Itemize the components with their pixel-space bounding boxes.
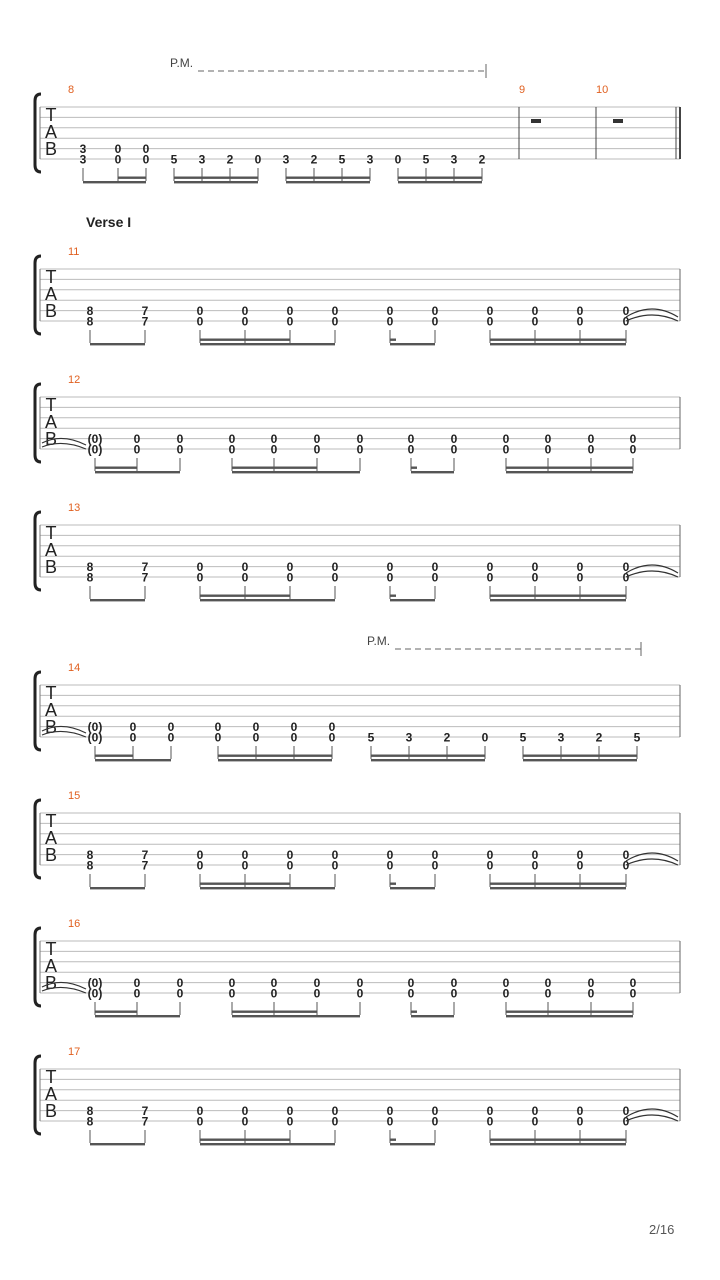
note-beam [411, 471, 454, 473]
note-beam [371, 759, 485, 761]
fret-number: 0 [587, 442, 595, 457]
note-beam [90, 343, 145, 345]
fret-number: 0 [576, 570, 584, 585]
fret-number: 0 [331, 570, 339, 585]
fret-number: 0 [228, 442, 236, 457]
tab-letter: B [44, 139, 58, 159]
fret-number: 0 [431, 314, 439, 329]
tab-letter: B [44, 717, 58, 737]
fret-number: 2 [478, 152, 486, 167]
fret-number: 0 [328, 720, 336, 734]
note-beam-secondary [95, 1011, 137, 1013]
fret-number: 7 [141, 314, 149, 329]
fret-number: 0 [241, 314, 249, 329]
fret-number: 0 [356, 432, 364, 446]
note-beam [523, 759, 637, 761]
fret-number: 0 [486, 858, 494, 873]
note-beam [490, 343, 626, 345]
fret-number: 0 [196, 858, 204, 873]
note-beam-secondary [490, 339, 626, 341]
note-beam [390, 1143, 435, 1145]
fret-number: 0 [629, 986, 637, 1001]
fret-number: 0 [356, 986, 364, 1001]
fret-number: 0 [407, 432, 415, 446]
fret-number: 8 [86, 858, 94, 873]
fret-number: 0 [544, 442, 552, 457]
fret-number: 0 [196, 560, 204, 574]
fret-number: 0 [290, 720, 298, 734]
fret-number: 0 [576, 858, 584, 873]
measure-number: 13 [68, 502, 81, 514]
fret-number: 0 [407, 442, 415, 457]
fret-number: 0 [544, 986, 552, 1001]
note-beam [95, 1015, 180, 1017]
note-beam-secondary [200, 883, 290, 885]
fret-number: 0 [431, 1104, 439, 1118]
tab-letter: A [44, 284, 58, 304]
fret-number: 0 [486, 304, 494, 318]
fret-number: 0 [502, 432, 510, 446]
tab-letter: B [44, 557, 58, 577]
fret-number: 0 [331, 848, 339, 862]
tab-letter: B [44, 301, 58, 321]
fret-number: 0 [331, 1104, 339, 1118]
fret-number: 0 [576, 304, 584, 318]
tab-staff [40, 1069, 680, 1121]
note-beam-secondary [95, 467, 137, 469]
measure-number: 15 [68, 790, 81, 802]
fret-number: 8 [86, 848, 94, 862]
fret-number: 0 [167, 720, 175, 734]
fret-number: 7 [141, 570, 149, 585]
note-beam-secondary [490, 1139, 626, 1141]
fret-number: 0 [502, 986, 510, 1001]
fret-number: 0 [576, 848, 584, 862]
tab-letter: B [44, 429, 58, 449]
fret-number: 0 [576, 1104, 584, 1118]
note-beam [490, 599, 626, 601]
fret-number: 0 [167, 730, 175, 745]
fret-number: 0 [486, 560, 494, 574]
fret-number: 0 [431, 848, 439, 862]
note-beam [90, 599, 145, 601]
fret-number: 0 [502, 976, 510, 990]
fret-number: 0 [431, 1114, 439, 1129]
fret-number: 2 [443, 730, 451, 745]
note-beam [200, 1143, 335, 1145]
fret-number: 0 [241, 560, 249, 574]
fret-number: 0 [576, 1114, 584, 1129]
fret-number: 0 [356, 976, 364, 990]
fret-number: 8 [86, 570, 94, 585]
note-beam [390, 599, 435, 601]
fret-number: 0 [196, 1104, 204, 1118]
tab-letter: B [44, 973, 58, 993]
note-beam-secondary [390, 883, 396, 885]
fret-number: 0 [331, 560, 339, 574]
fret-number: 0 [286, 1104, 294, 1118]
note-beam [95, 759, 171, 761]
fret-number: 0 [196, 314, 204, 329]
note-beam-secondary [506, 1011, 633, 1013]
fret-number: 0 [196, 570, 204, 585]
note-beam [90, 1143, 145, 1145]
fret-number: 0 [176, 986, 184, 1001]
note-beam-secondary [490, 883, 626, 885]
fret-number: 0 [241, 1104, 249, 1118]
fret-number: 7 [141, 1114, 149, 1129]
fret-number: 0 [587, 976, 595, 990]
fret-number: 0 [629, 442, 637, 457]
fret-number: 0 [133, 986, 141, 1001]
page-number: 2/16 [649, 1222, 675, 1237]
fret-number: 0 [252, 730, 260, 745]
fret-number: 0 [331, 314, 339, 329]
note-beam-secondary [523, 755, 637, 757]
tab-letter: B [44, 1101, 58, 1121]
fret-number: 3 [557, 730, 565, 745]
fret-number: 0 [531, 848, 539, 862]
note-beam [390, 343, 435, 345]
measure-number: 11 [68, 246, 80, 258]
fret-number: 5 [338, 152, 346, 167]
fret-number: 0 [313, 442, 321, 457]
fret-number: 0 [133, 976, 141, 990]
fret-number: 0 [629, 432, 637, 446]
fret-number: 0 [486, 314, 494, 329]
fret-number: 0 [313, 432, 321, 446]
note-beam [506, 1015, 633, 1017]
fret-number: 0 [196, 304, 204, 318]
fret-number: 8 [86, 314, 94, 329]
tab-letter: A [44, 1084, 58, 1104]
note-beam-secondary [200, 339, 290, 341]
fret-number: 0 [450, 986, 458, 1001]
fret-number: 0 [531, 304, 539, 318]
fret-number: 3 [79, 152, 87, 167]
fret-number: 0 [214, 730, 222, 745]
tab-letter: B [44, 845, 58, 865]
tab-staff [40, 813, 680, 865]
note-beam-secondary [398, 177, 482, 179]
note-beam-secondary [506, 467, 633, 469]
fret-number: 0 [481, 730, 489, 745]
fret-number: 0 [450, 976, 458, 990]
fret-number: 0 [431, 304, 439, 318]
fret-number: 0 [142, 142, 150, 156]
fret-number: 3 [366, 152, 374, 167]
fret-number: 0 [286, 848, 294, 862]
measure-number: 16 [68, 918, 81, 930]
fret-number: 0 [431, 570, 439, 585]
fret-number: 0 [531, 314, 539, 329]
fret-number: 0 [622, 1104, 630, 1118]
note-beam-secondary [390, 1139, 396, 1141]
fret-number: 0 [286, 560, 294, 574]
note-beam-secondary [390, 595, 396, 597]
measure-number: 14 [68, 662, 81, 674]
fret-number: 0 [431, 858, 439, 873]
note-beam-secondary [411, 467, 417, 469]
fret-number: 0 [228, 432, 236, 446]
fret-number: 8 [86, 560, 94, 574]
fret-number: 0 [386, 304, 394, 318]
fret-number: (0) [87, 730, 103, 745]
fret-number: 0 [544, 432, 552, 446]
fret-number: 0 [486, 1104, 494, 1118]
section-label: Verse I [86, 214, 132, 230]
fret-number: 0 [622, 570, 630, 585]
fret-number: 0 [228, 986, 236, 1001]
fret-number: 0 [622, 304, 630, 318]
fret-number: 0 [241, 570, 249, 585]
fret-number: 0 [228, 976, 236, 990]
fret-number: 0 [331, 858, 339, 873]
fret-number: 3 [450, 152, 458, 167]
fret-number: 0 [407, 976, 415, 990]
tab-letter: A [44, 828, 58, 848]
fret-number: 0 [176, 432, 184, 446]
fret-number: 3 [405, 730, 413, 745]
note-beam-secondary [390, 339, 396, 341]
fret-number: 0 [531, 570, 539, 585]
fret-number: 3 [79, 142, 87, 156]
tab-letter: T [45, 939, 57, 959]
note-beam [490, 887, 626, 889]
fret-number: 0 [386, 560, 394, 574]
fret-number: 7 [141, 304, 149, 318]
fret-number: (0) [87, 442, 103, 457]
fret-number: 0 [286, 858, 294, 873]
fret-number: 0 [270, 976, 278, 990]
fret-number: 0 [133, 432, 141, 446]
fret-number: 0 [622, 314, 630, 329]
fret-number: (0) [87, 986, 103, 1001]
fret-number: 0 [622, 858, 630, 873]
fret-number: 0 [270, 432, 278, 446]
fret-number: 0 [544, 976, 552, 990]
fret-number: 0 [629, 976, 637, 990]
tab-letter: A [44, 122, 58, 142]
fret-number: 0 [386, 1104, 394, 1118]
fret-number: 0 [386, 570, 394, 585]
fret-number: 0 [531, 858, 539, 873]
fret-number: 0 [176, 976, 184, 990]
fret-number: 5 [422, 152, 430, 167]
fret-number: 8 [86, 304, 94, 318]
fret-number: 0 [622, 560, 630, 574]
tab-letter: T [45, 811, 57, 831]
fret-number: 3 [198, 152, 206, 167]
tab-letter: T [45, 395, 57, 415]
fret-number: 7 [141, 560, 149, 574]
tab-letter: T [45, 105, 57, 125]
tab-letter: A [44, 412, 58, 432]
note-beam [232, 471, 360, 473]
fret-number: 0 [313, 986, 321, 1001]
fret-number: 0 [214, 720, 222, 734]
note-beam [83, 181, 146, 183]
fret-number: 0 [386, 848, 394, 862]
tab-staff [40, 525, 680, 577]
fret-number: 0 [531, 1114, 539, 1129]
fret-number: 0 [531, 560, 539, 574]
fret-number: 2 [595, 730, 603, 745]
fret-number: 0 [407, 986, 415, 1001]
fret-number: 0 [114, 142, 122, 156]
note-beam [174, 181, 258, 183]
fret-number: 8 [86, 1114, 94, 1129]
fret-number: 0 [241, 1114, 249, 1129]
fret-number: 0 [290, 730, 298, 745]
fret-number: 0 [356, 442, 364, 457]
note-beam [232, 1015, 360, 1017]
half-rest [613, 119, 623, 123]
fret-number: 0 [286, 314, 294, 329]
fret-number: 0 [486, 1114, 494, 1129]
fret-number: 0 [431, 560, 439, 574]
fret-number: 0 [386, 314, 394, 329]
fret-number: 0 [270, 986, 278, 1001]
note-beam-secondary [200, 1139, 290, 1141]
fret-number: (0) [87, 976, 103, 990]
fret-number: 7 [141, 848, 149, 862]
note-beam [390, 887, 435, 889]
note-beam [411, 1015, 454, 1017]
fret-number: 0 [328, 730, 336, 745]
fret-number: 0 [531, 1104, 539, 1118]
fret-number: 7 [141, 1104, 149, 1118]
fret-number: 0 [622, 1114, 630, 1129]
fret-number: 0 [450, 432, 458, 446]
note-beam-secondary [286, 177, 370, 179]
note-beam [200, 887, 335, 889]
fret-number: 0 [502, 442, 510, 457]
note-beam-secondary [118, 177, 146, 179]
fret-number: 8 [86, 1104, 94, 1118]
note-beam [200, 343, 335, 345]
fret-number: 7 [141, 858, 149, 873]
fret-number: 0 [286, 304, 294, 318]
half-rest [531, 119, 541, 123]
fret-number: 0 [142, 152, 150, 167]
fret-number: 0 [576, 560, 584, 574]
note-beam-secondary [95, 755, 133, 757]
fret-number: (0) [87, 432, 103, 446]
fret-number: 5 [170, 152, 178, 167]
tab-letter: T [45, 267, 57, 287]
fret-number: 0 [450, 442, 458, 457]
fret-number: 0 [587, 986, 595, 1001]
note-beam-secondary [411, 1011, 417, 1013]
fret-number: 0 [313, 976, 321, 990]
measure-number: 8 [68, 84, 75, 96]
fret-number: 0 [576, 314, 584, 329]
note-beam [200, 599, 335, 601]
fret-number: 0 [587, 432, 595, 446]
tab-staff [40, 107, 680, 159]
note-beam-secondary [232, 1011, 317, 1013]
fret-number: 0 [114, 152, 122, 167]
note-beam-secondary [218, 755, 332, 757]
fret-number: 0 [129, 730, 137, 745]
fret-number: 0 [622, 848, 630, 862]
fret-number: 0 [241, 304, 249, 318]
fret-number: 0 [252, 720, 260, 734]
note-beam-secondary [490, 595, 626, 597]
fret-number: 0 [486, 848, 494, 862]
fret-number: 0 [331, 304, 339, 318]
fret-number: 5 [367, 730, 375, 745]
note-beam [490, 1143, 626, 1145]
fret-number: 0 [241, 848, 249, 862]
palm-mute-label: P.M. [367, 634, 391, 648]
fret-number: 3 [282, 152, 290, 167]
tab-staff [40, 269, 680, 321]
fret-number: 2 [310, 152, 318, 167]
fret-number: 0 [386, 858, 394, 873]
fret-number: 5 [633, 730, 641, 745]
measure-number: 12 [68, 374, 81, 386]
note-beam-secondary [232, 467, 317, 469]
fret-number: 0 [129, 720, 137, 734]
tab-letter: A [44, 956, 58, 976]
fret-number: 0 [241, 858, 249, 873]
note-beam [90, 887, 145, 889]
note-beam [218, 759, 332, 761]
fret-number: 0 [286, 1114, 294, 1129]
note-beam-secondary [174, 177, 258, 179]
note-beam [286, 181, 370, 183]
tab-letter: A [44, 700, 58, 720]
fret-number: 0 [286, 570, 294, 585]
measure-number: 10 [596, 84, 609, 96]
note-beam [95, 471, 180, 473]
tab-letter: T [45, 523, 57, 543]
tab-letter: A [44, 540, 58, 560]
fret-number: 0 [254, 152, 262, 167]
fret-number: 0 [386, 1114, 394, 1129]
note-beam-secondary [371, 755, 485, 757]
fret-number: 0 [394, 152, 402, 167]
fret-number: 0 [331, 1114, 339, 1129]
fret-number: 0 [486, 570, 494, 585]
fret-number: 0 [176, 442, 184, 457]
note-beam [398, 181, 482, 183]
palm-mute-label: P.M. [170, 56, 194, 70]
fret-number: 5 [519, 730, 527, 745]
note-beam [506, 471, 633, 473]
fret-number: (0) [87, 720, 103, 734]
measure-number: 17 [68, 1046, 81, 1058]
tab-letter: T [45, 1067, 57, 1087]
fret-number: 2 [226, 152, 234, 167]
measure-number: 9 [519, 84, 526, 96]
tab-letter: T [45, 683, 57, 703]
fret-number: 0 [270, 442, 278, 457]
note-beam-secondary [200, 595, 290, 597]
fret-number: 0 [196, 1114, 204, 1129]
fret-number: 0 [196, 848, 204, 862]
fret-number: 0 [133, 442, 141, 457]
